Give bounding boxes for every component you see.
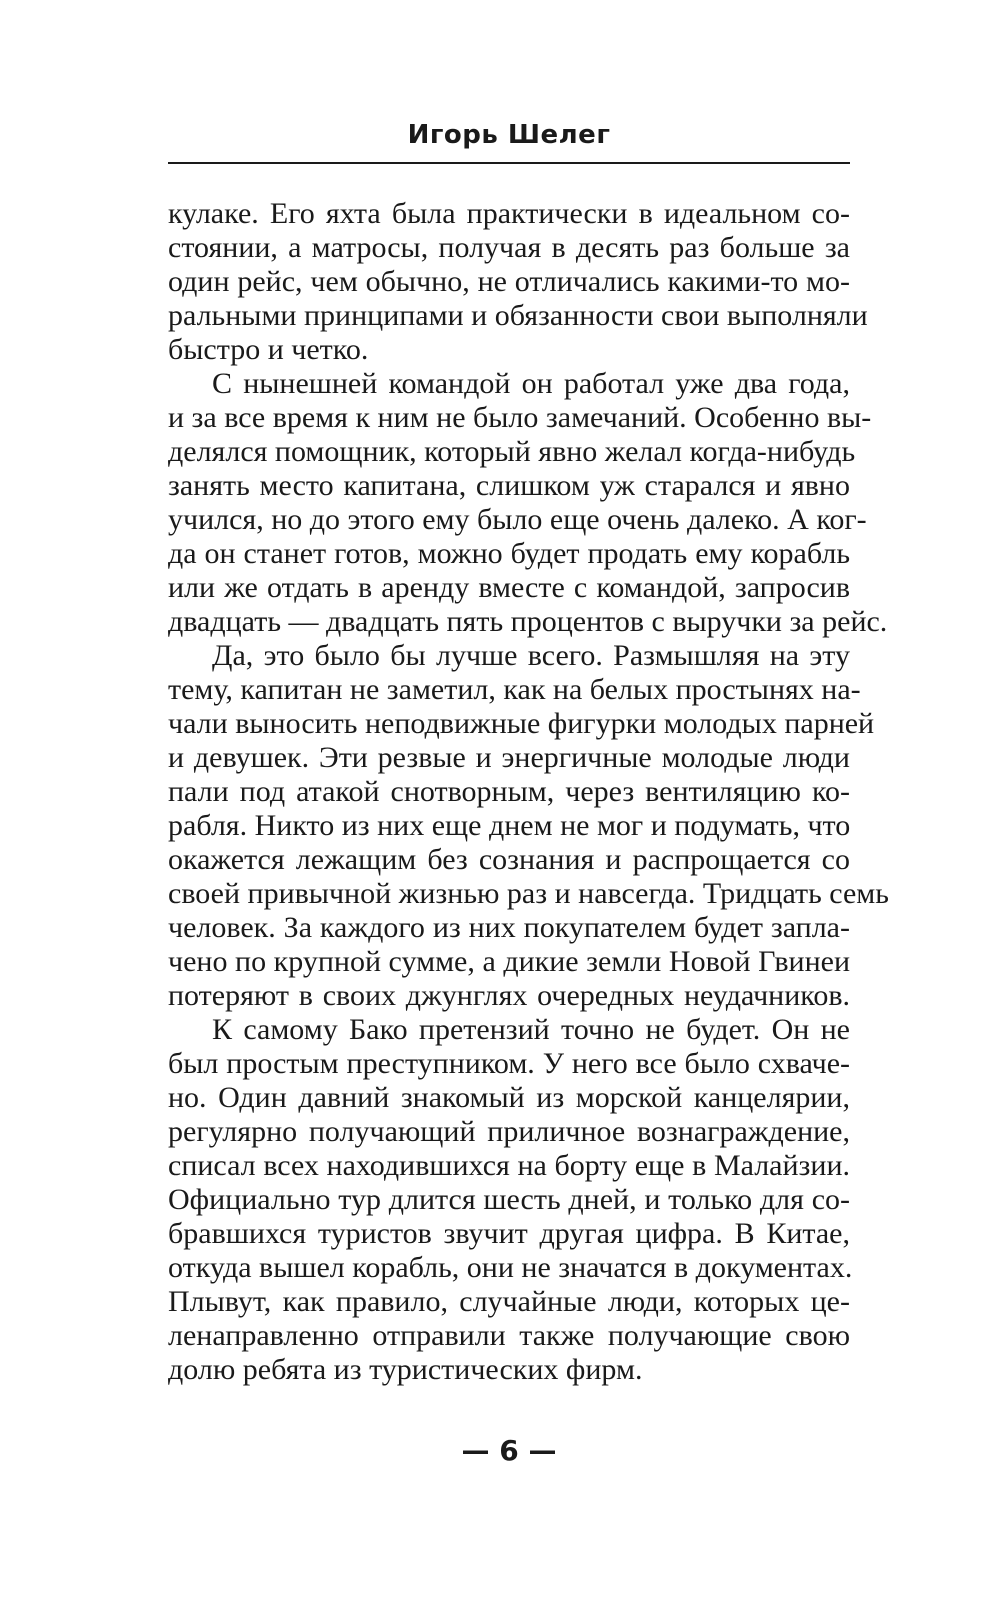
text-line: долю ребята из туристических фирм.	[168, 1353, 643, 1386]
text-line: тему, капитан не заметил, как на белых простынях на-	[168, 673, 861, 706]
text-line: да он станет готов, можно будет продать ему корабль	[168, 537, 850, 570]
body-text	[168, 197, 889, 1387]
text-line: и за все время к ним не было замечаний. Особенно вы-	[168, 401, 872, 434]
text-line: двадцать — двадцать пять процентов с выручки за рейс.	[168, 605, 888, 638]
text-line: списал всех находившихся на борту еще в Малайзии.	[168, 1149, 850, 1182]
text-line: один рейс, чем обычно, не отличались какими-то мо-	[168, 265, 850, 298]
text-line: бравшихся туристов звучит другая цифра. В Китае,	[168, 1217, 850, 1250]
text-line: Да, это было бы лучше всего. Размышляя на эту	[212, 639, 850, 672]
running-header-author: Игорь Шелег	[407, 120, 611, 150]
text-line: чали выносить неподвижные фигурки молодых парней	[168, 707, 875, 740]
text-line: Официально тур длится шесть дней, и только для со-	[168, 1183, 850, 1216]
text-line: регулярно получающий приличное вознаграждение,	[168, 1115, 850, 1148]
text-line: К самому Бако претензий точно не будет. Он не	[212, 1013, 850, 1046]
header-rule	[168, 162, 850, 164]
text-line: занять место капитана, слишком уж старался и явно	[168, 469, 850, 502]
text-line: потеряют в своих джунглях очередных неудачников.	[168, 979, 850, 1012]
text-line: Плывут, как правило, случайные люди, которых це-	[168, 1285, 850, 1318]
text-line: учился, но до этого ему было еще очень далеко. А ког-	[168, 503, 867, 536]
text-line: пали под атакой снотворным, через вентиляцию ко-	[168, 775, 850, 808]
text-line: окажется лежащим без сознания и распрощается со	[168, 843, 850, 876]
page-number: — 6 —	[461, 1434, 557, 1467]
text-line: С нынешней командой он работал уже два года,	[212, 367, 850, 400]
text-line: быстро и четко.	[168, 333, 369, 366]
text-line: своей привычной жизнью раз и навсегда. Тридцать семь	[168, 877, 889, 910]
text-line: ленаправленно отправили также получающие свою	[168, 1319, 850, 1352]
text-line: откуда вышел корабль, они не значатся в документах.	[168, 1251, 853, 1284]
text-line: чено по крупной сумме, а дикие земли Новой Гвинеи	[168, 945, 850, 978]
text-line: кулаке. Его яхта была практически в идеальном со-	[168, 197, 850, 230]
text-line: ральными принципами и обязанности свои выполняли	[168, 299, 868, 332]
text-line: и девушек. Эти резвые и энергичные молодые люди	[168, 741, 850, 774]
text-line: или же отдать в аренду вместе с командой, запросив	[168, 571, 850, 604]
text-line: был простым преступником. У него все было схваче-	[168, 1047, 850, 1080]
text-line: делялся помощник, который явно желал когда-нибудь	[168, 435, 856, 468]
text-line: но. Один давний знакомый из морской канцелярии,	[168, 1081, 850, 1114]
text-line: стоянии, а матросы, получая в десять раз больше за	[168, 231, 850, 264]
text-line: человек. За каждого из них покупателем будет запла-	[168, 911, 850, 944]
text-line: рабля. Никто из них еще днем не мог и подумать, что	[168, 809, 851, 842]
